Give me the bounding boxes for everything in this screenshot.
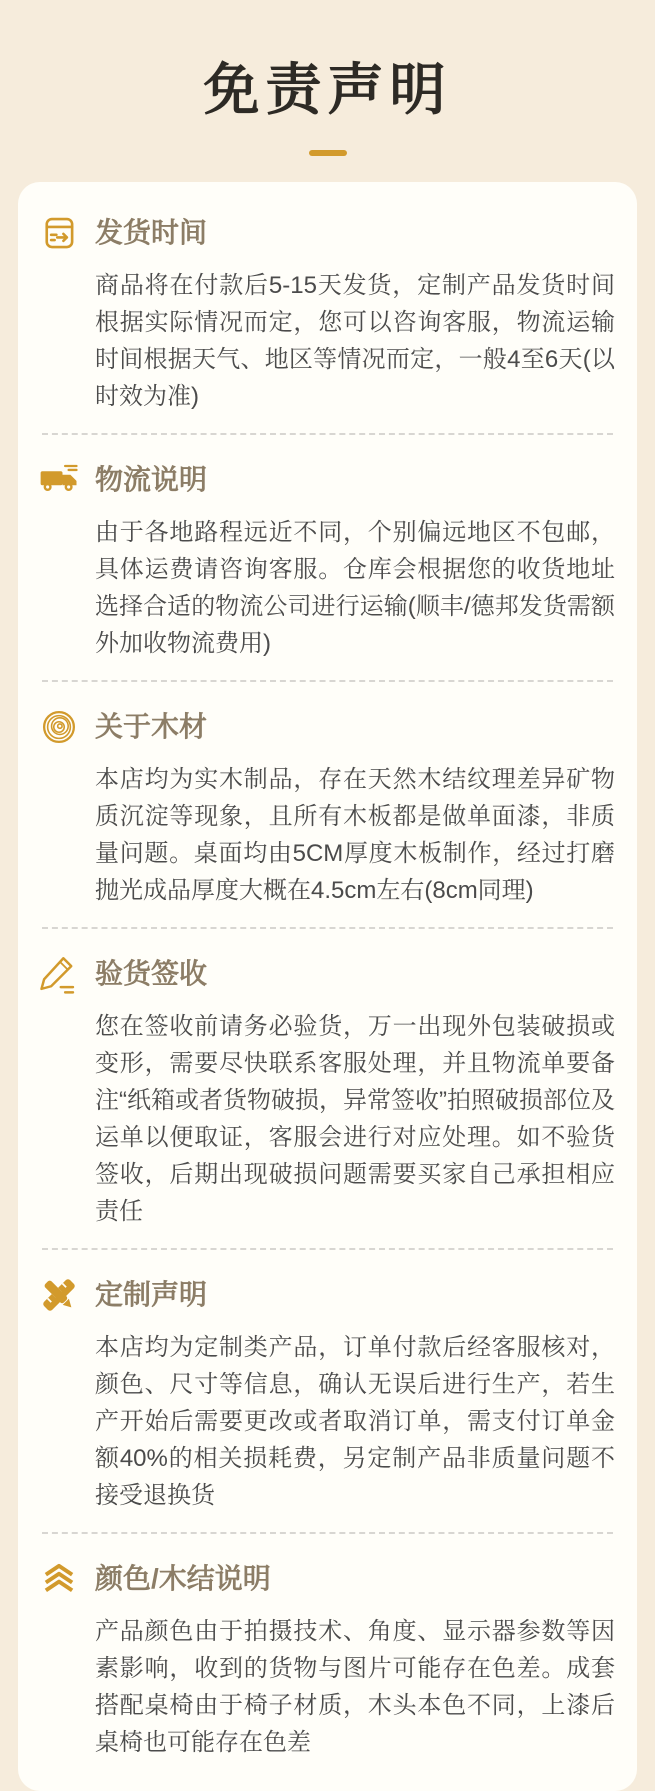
section-header xyxy=(38,706,617,748)
section-body: 产品颜色由于拍摄技术、角度、显示器参数等因素影响，收到的货物与图片可能存在色差。成套搭配桌椅由于椅子材质，木头本色不同，上漆后桌椅也可能存在色差 xyxy=(95,1618,615,1756)
section-body: 本店均为定制类产品，订单付款后经客服核对，颜色、尺寸等信息，确认无误后进行生产，若生产开始后需要更改或者取消订单，需支付订单金额40%的相关损耗费，另定制产品非质量问题不接受退换货 xyxy=(95,1334,615,1509)
pencil-sign-icon xyxy=(38,953,80,995)
section-header xyxy=(38,953,617,995)
section-about-wood xyxy=(38,706,617,909)
section-inspection-sign xyxy=(38,953,617,1230)
shipping-box-icon xyxy=(38,212,80,254)
dashed-separator xyxy=(42,680,613,682)
section-header xyxy=(38,1274,617,1316)
section-body: 您在签收前请务必验货，万一出现外包装破损或变形，需要尽快联系客服处理，并且物流单要备注“纸箱或者货物破损，异常签收”拍照破损部位及运单以便取证，客服会进行对应处理。如不验货签收，后期出现破损问题需要买家自己承担相应责任 xyxy=(95,1013,615,1225)
dashed-separator xyxy=(42,1248,613,1250)
section-header xyxy=(38,212,617,254)
chevrons-icon xyxy=(38,1558,80,1600)
page-title: 免责声明 xyxy=(203,58,452,121)
section-title: 发货时间 xyxy=(95,217,208,249)
section-title: 定制声明 xyxy=(95,1279,208,1311)
section-shipping-time xyxy=(38,212,617,415)
section-title: 关于木材 xyxy=(95,711,208,743)
pencil-ruler-icon xyxy=(38,1274,80,1316)
section-logistics xyxy=(38,459,617,662)
section-title: 颜色/木结说明 xyxy=(95,1563,271,1595)
dashed-separator xyxy=(42,433,613,435)
truck-icon xyxy=(38,459,80,501)
section-custom-statement xyxy=(38,1274,617,1514)
section-body: 由于各地路程远近不同，个别偏远地区不包邮，具体运费请咨询客服。仓库会根据您的收货地址选择合适的物流公司进行运输(顺丰/德邦发货需额外加收物流费用) xyxy=(95,519,615,657)
disclaimer-card xyxy=(18,182,637,1791)
section-color-notes xyxy=(38,1558,617,1761)
section-header xyxy=(38,1558,617,1600)
section-header xyxy=(38,459,617,501)
section-title: 物流说明 xyxy=(95,464,208,496)
title-underline xyxy=(309,150,347,156)
section-title: 验货签收 xyxy=(95,958,208,990)
dashed-separator xyxy=(42,1532,613,1534)
dashed-separator xyxy=(42,927,613,929)
wood-log-icon xyxy=(38,706,80,748)
section-body: 商品将在付款后5-15天发货，定制产品发货时间根据实际情况而定，您可以咨询客服，物流运输时间根据天气、地区等情况而定，一般4至6天(以时效为准) xyxy=(95,272,615,410)
section-body: 本店均为实木制品，存在天然木结纹理差异矿物质沉淀等现象，且所有木板都是做单面漆，非质量问题。桌面均由5CM厚度木板制作，经过打磨抛光成品厚度大概在4.5cm左右(8cm同理) xyxy=(95,766,615,904)
